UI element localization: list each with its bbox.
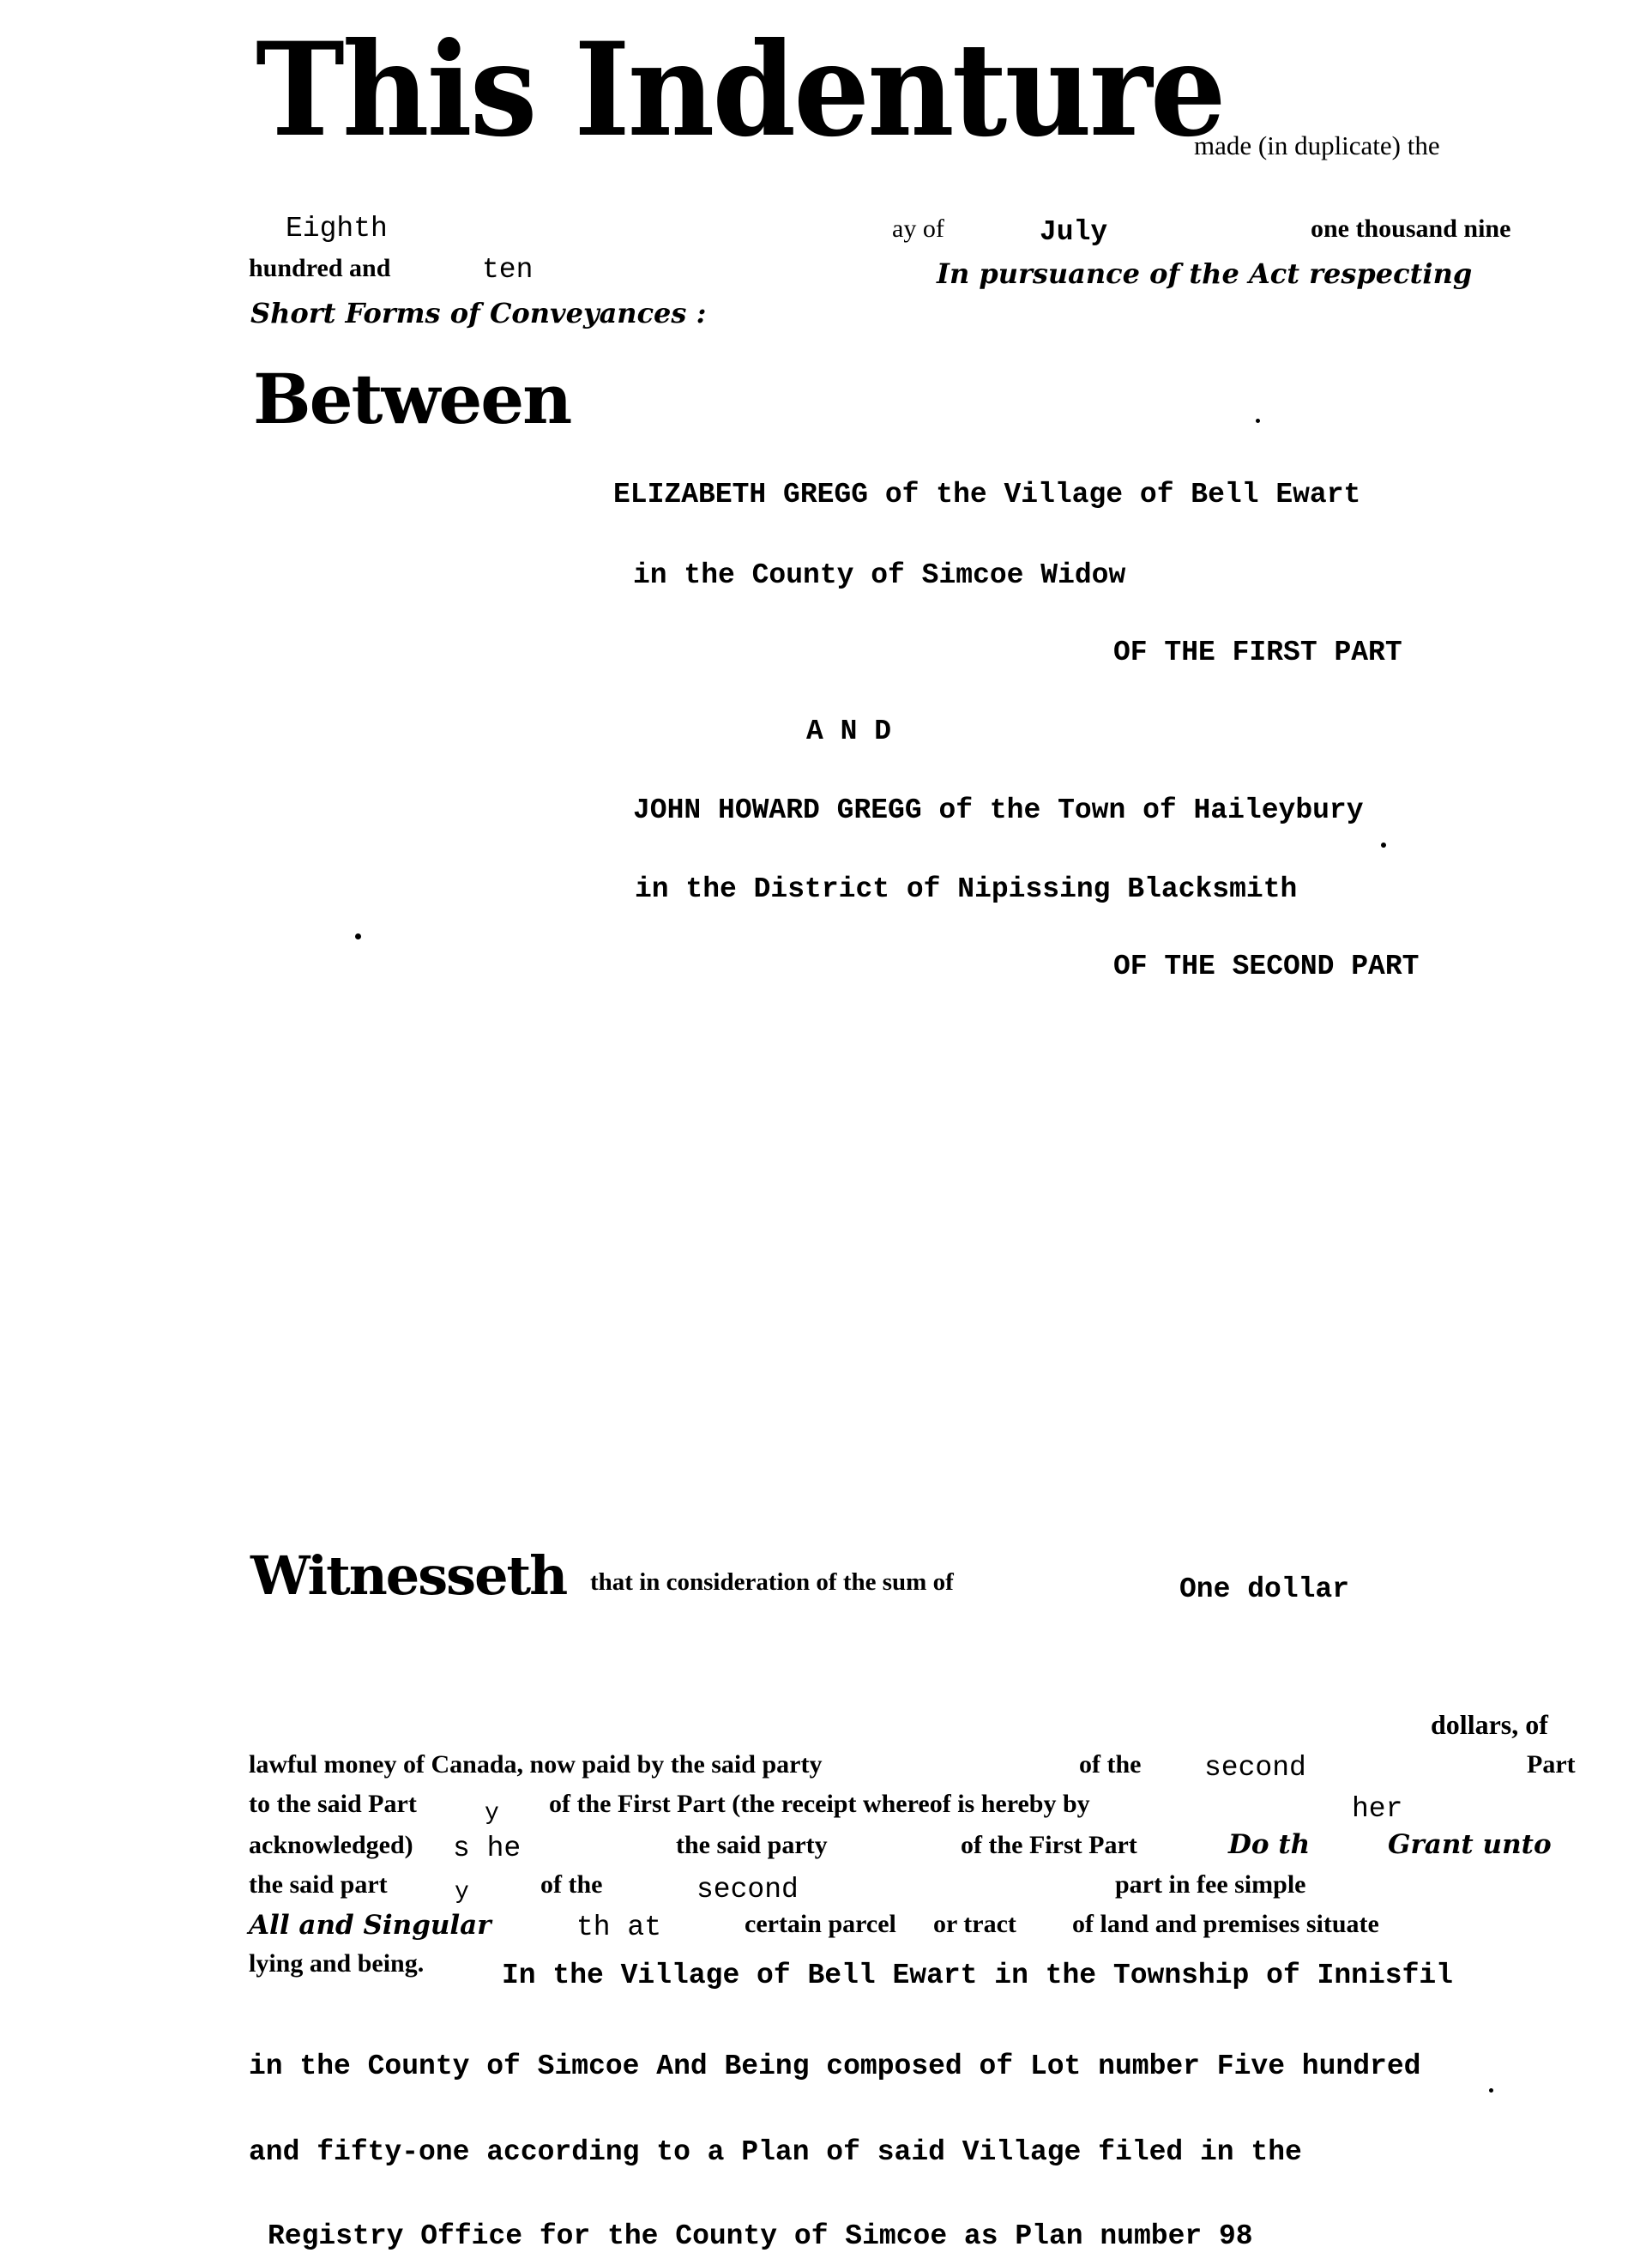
indenture-title: This Indenture bbox=[256, 15, 1224, 166]
ink-speck bbox=[1256, 419, 1260, 423]
made-in-duplicate: made (in duplicate) the bbox=[1194, 130, 1440, 160]
parcel-line-c: certain parcel bbox=[745, 1910, 896, 1938]
day-field: Eighth bbox=[286, 213, 388, 245]
dollars-label: dollars, of bbox=[1431, 1709, 1548, 1740]
between-heading: Between bbox=[253, 359, 571, 439]
sum-field: One dollar bbox=[1179, 1573, 1350, 1605]
year-field: ten bbox=[482, 254, 534, 286]
grantee-line-e: part in fee simple bbox=[1115, 1870, 1306, 1899]
pursuance-text: In pursuance of the Act respecting bbox=[937, 257, 1473, 290]
grant-line-d: of the First Part bbox=[961, 1831, 1137, 1859]
grant-line-f: Grant unto bbox=[1388, 1829, 1552, 1860]
party2-line2: in the District of Nipissing Blacksmith bbox=[635, 873, 1298, 905]
one-thousand-nine: one thousand nine bbox=[1311, 214, 1511, 243]
parcel-line-d: or tract bbox=[933, 1910, 1016, 1938]
money-line-c: second bbox=[1204, 1752, 1306, 1784]
party1-line2: in the County of Simcoe Widow bbox=[633, 559, 1126, 591]
party1-role: OF THE FIRST PART bbox=[1113, 637, 1402, 668]
parcel-line-a: All and Singular bbox=[249, 1910, 491, 1941]
money-line-d: Part bbox=[1527, 1750, 1576, 1779]
ink-speck bbox=[355, 933, 361, 939]
grantee-line-c: of the bbox=[540, 1870, 603, 1899]
description-line3: and fifty-one according to a Plan of said Village filed in the bbox=[249, 2136, 1302, 2168]
and-label: A N D bbox=[806, 716, 892, 747]
parcel-line-b: th at bbox=[576, 1912, 662, 1943]
consideration-text: that in consideration of the sum of bbox=[590, 1568, 954, 1596]
witnesseth-heading: Witnesseth bbox=[250, 1544, 567, 1607]
money-line-a: lawful money of Canada, now paid by the said party bbox=[249, 1750, 823, 1779]
grantee-line-b: y bbox=[455, 1879, 469, 1906]
grant-line-e: Do th bbox=[1228, 1829, 1311, 1860]
description-line2: in the County of Simcoe And Being composed of Lot number Five hundred bbox=[249, 2051, 1421, 2082]
party2-role: OF THE SECOND PART bbox=[1113, 951, 1420, 982]
ink-speck bbox=[1381, 843, 1386, 848]
receipt-line-b: y bbox=[485, 1800, 499, 1827]
short-forms-text: Short Forms of Conveyances : bbox=[250, 297, 707, 329]
lying-being-label: lying and being. bbox=[249, 1949, 425, 1978]
ink-speck bbox=[1489, 2088, 1493, 2093]
grantee-line-a: the said part bbox=[249, 1870, 388, 1899]
parcel-line-e: of land and premises situate bbox=[1072, 1910, 1379, 1938]
hundred-and: hundred and bbox=[249, 254, 391, 282]
party1-line1: ELIZABETH GREGG of the Village of Bell Ewart bbox=[613, 479, 1361, 510]
grant-line-c: the said party bbox=[676, 1831, 828, 1859]
grant-line-a: acknowledged) bbox=[249, 1831, 413, 1859]
description-line4: Registry Office for the County of Simcoe as Plan number 98 bbox=[268, 2220, 1253, 2252]
month-field: July bbox=[1040, 216, 1108, 248]
day-of-label: ay of bbox=[892, 214, 944, 243]
description-line1: In the Village of Bell Ewart in the Township of Innisfil bbox=[502, 1960, 1453, 1991]
receipt-line-d: her bbox=[1352, 1793, 1403, 1825]
party2-line1: JOHN HOWARD GREGG of the Town of Haileybury bbox=[633, 794, 1364, 826]
grantee-line-d: second bbox=[696, 1874, 799, 1906]
grant-line-b: s he bbox=[453, 1833, 522, 1864]
receipt-line-a: to the said Part bbox=[249, 1790, 417, 1818]
receipt-line-c: of the First Part (the receipt whereof is hereby by bbox=[549, 1790, 1090, 1818]
money-line-b: of the bbox=[1079, 1750, 1142, 1779]
